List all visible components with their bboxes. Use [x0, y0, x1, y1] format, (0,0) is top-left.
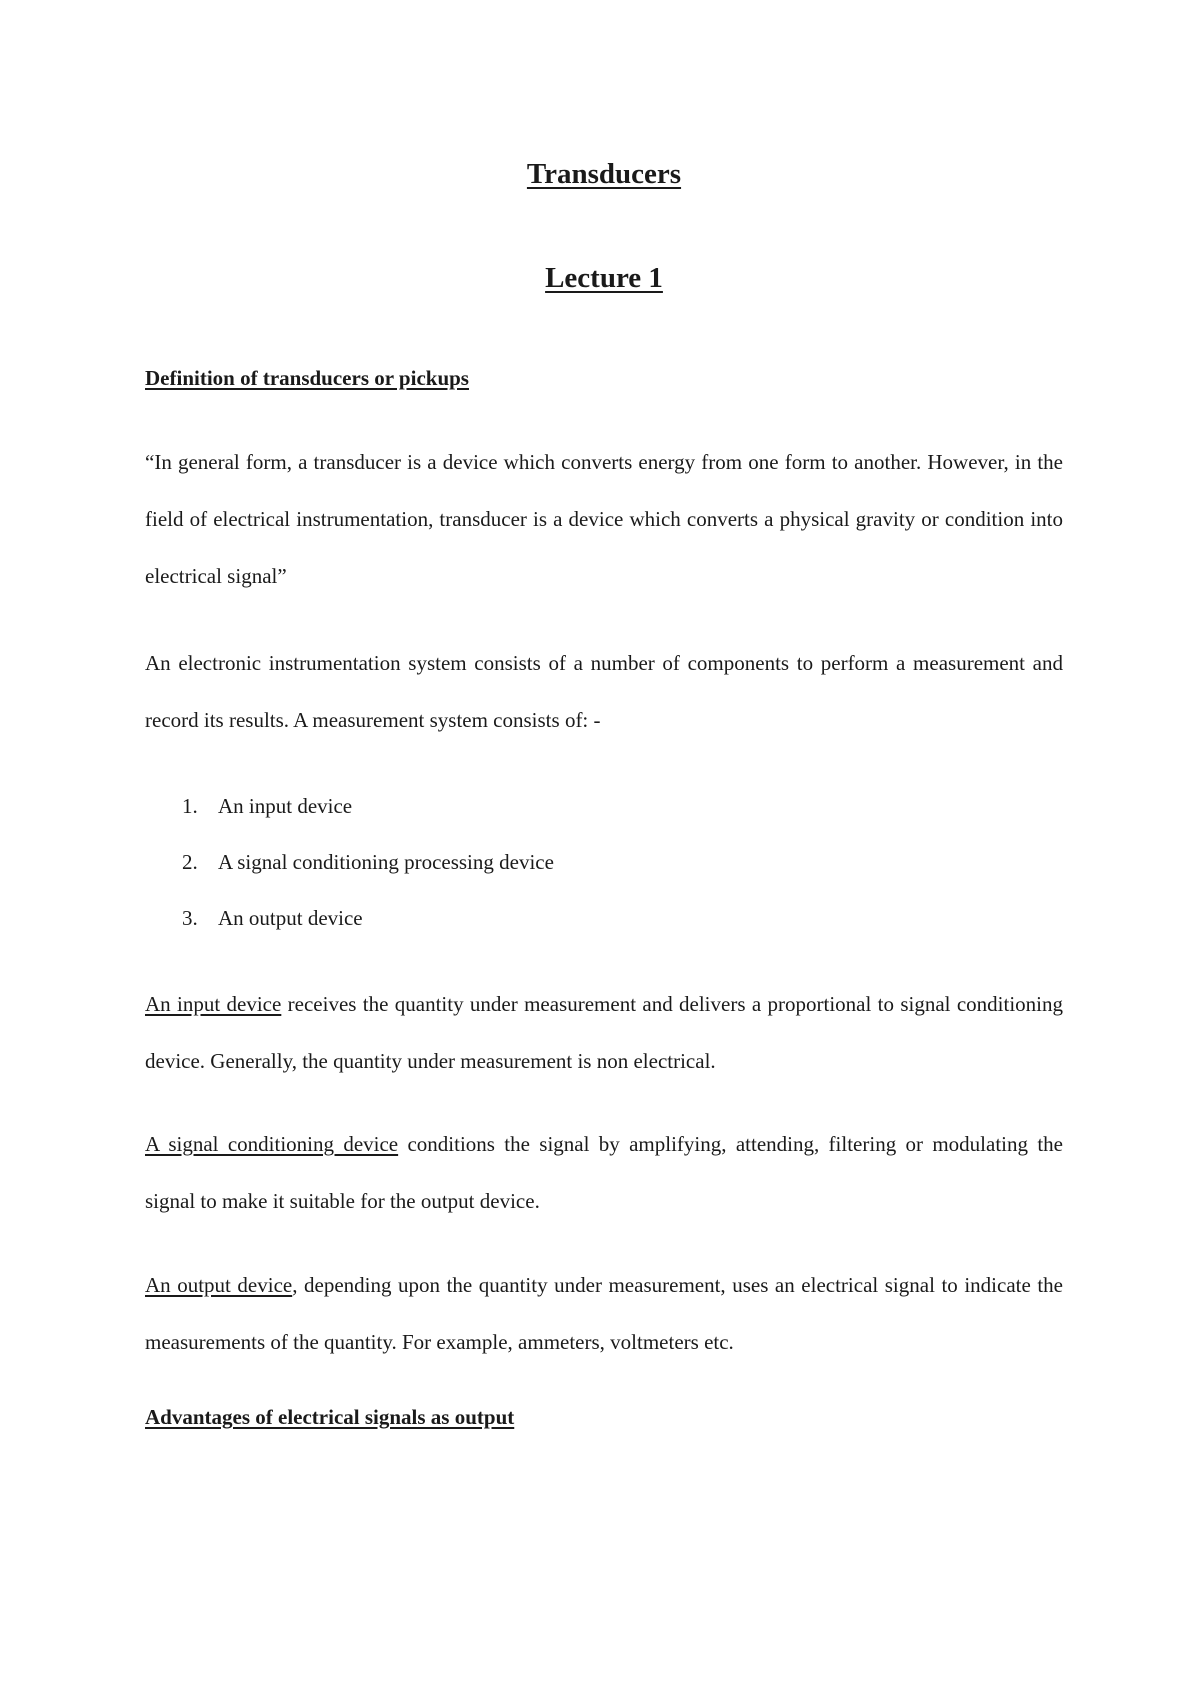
list-item-number: 2. [182, 850, 198, 874]
signal-device-text: conditions the signal by amplifying, attending, filtering or modulating the signal to make it suitable for the output device. [145, 1132, 1063, 1213]
output-device-paragraph [145, 1257, 1063, 1371]
advantages-heading: Advantages of electrical signals as output [145, 1405, 515, 1429]
system-intro-paragraph: An electronic instrumentation system consists of a number of components to perform a measurement and record its results. A measurement system consists of: - [145, 651, 1063, 732]
output-device-term: An output device [145, 1273, 293, 1297]
definition-quote: “In general form, a transducer is a device which converts energy from one form to another. However, in the field of electrical instrumentation, transducer is a device which converts a physical gravity or condition into electrical signal” [145, 450, 1063, 588]
input-device-text: receives the quantity under measurement and delivers a proportional to signal conditioning device. Generally, the quantity under measurement is non electrical. [145, 992, 1063, 1073]
list-item-label: An output device [218, 906, 363, 930]
list-item-label: A signal conditioning processing device [218, 850, 554, 874]
list-item-number: 1. [182, 794, 198, 818]
signal-device-term: A signal conditioning device [145, 1132, 399, 1156]
page-title: Transducers [526, 158, 682, 190]
list-item-label: An input device [218, 794, 353, 818]
signal-device-paragraph [145, 1116, 1063, 1230]
list-item [145, 778, 554, 834]
definition-heading: Definition of transducers or pickups [145, 366, 469, 390]
input-device-term: An input device [145, 992, 282, 1016]
list-item [145, 890, 554, 946]
lecture-subtitle: Lecture 1 [545, 262, 663, 294]
list-item-number: 3. [182, 906, 198, 930]
components-list [145, 778, 554, 946]
input-device-paragraph [145, 976, 1063, 1090]
output-device-text: , depending upon the quantity under measurement, uses an electrical signal to indicate the measurements of the quantity. For example, ammeters, voltmeters etc. [145, 1273, 1063, 1354]
list-item [145, 834, 554, 890]
